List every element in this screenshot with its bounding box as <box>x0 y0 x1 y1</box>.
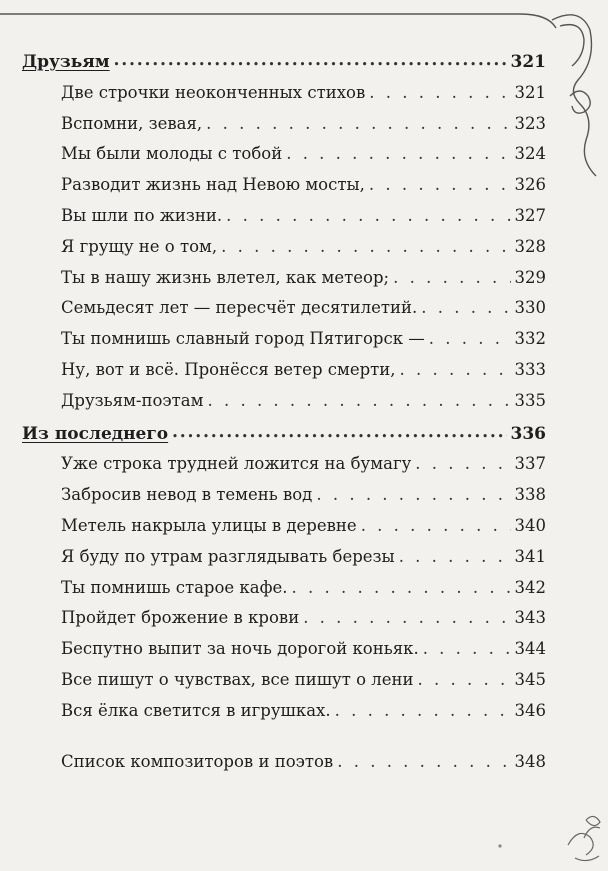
page-number: 335 <box>514 390 546 410</box>
toc-entry-composers-list[interactable] <box>22 752 546 783</box>
page-number: 333 <box>514 359 546 379</box>
dot-leader <box>303 608 510 628</box>
dot-leader <box>114 52 507 75</box>
entry-title: Я буду по утрам разглядывать березы <box>61 546 395 566</box>
toc-section-latest[interactable] <box>22 424 546 455</box>
entry-title: Список композиторов и поэтов <box>61 751 334 771</box>
entry-title: Вспомни, зевая, <box>61 113 203 133</box>
entry-title: Семьдесят лет — пересчёт десятилетий. <box>61 298 418 318</box>
toc-entry[interactable] <box>22 670 546 701</box>
dot-leader <box>415 454 510 474</box>
dot-leader <box>400 360 511 380</box>
toc-section-friends[interactable] <box>22 52 546 83</box>
toc-entry[interactable] <box>22 639 546 670</box>
toc-entry[interactable] <box>22 206 546 237</box>
page-number: 336 <box>510 423 546 444</box>
dot-leader <box>337 752 510 772</box>
dot-leader <box>221 237 510 257</box>
toc-entry[interactable] <box>22 391 546 422</box>
dot-leader <box>423 639 511 659</box>
toc-entry[interactable] <box>22 144 546 175</box>
entry-title: Мы были молоды с тобой <box>61 144 283 164</box>
entry-title: Вся ёлка светится в игрушках. <box>61 700 331 720</box>
page-number: 348 <box>514 751 546 771</box>
dot-leader <box>207 391 510 411</box>
page-number: 345 <box>514 669 546 689</box>
section-title: Из последнего <box>22 423 169 444</box>
toc-entry[interactable] <box>22 454 546 485</box>
page-number: 338 <box>514 485 546 505</box>
dot-leader <box>286 144 510 164</box>
page-number: 343 <box>514 608 546 628</box>
entry-title: Две строчки неоконченных стихов <box>61 82 366 102</box>
entry-title: Забросив невод в темень вод <box>61 485 313 505</box>
entry-title: Пройдет брожение в крови <box>61 608 300 628</box>
page-number: 344 <box>514 639 546 659</box>
corner-flourish-inner <box>560 25 584 66</box>
entry-title: Метель накрыла улицы в деревне <box>61 515 357 535</box>
dot-leader <box>206 114 510 134</box>
dot-leader <box>226 206 510 226</box>
dot-leader <box>369 83 510 103</box>
toc-entry[interactable] <box>22 578 546 609</box>
dot-leader <box>429 329 511 349</box>
entry-title: Ты помнишь славный город Пятигорск — <box>61 329 425 349</box>
toc-entry[interactable] <box>22 547 546 578</box>
page-number: 327 <box>514 205 546 225</box>
dot-leader <box>393 268 510 288</box>
entry-title: Ну, вот и всё. Пронёсся ветер смерти, <box>61 359 396 379</box>
dot-leader <box>399 547 511 567</box>
entry-title: Вы шли по жизни. <box>61 205 223 225</box>
entry-title: Беспутно выпит за ночь дорогой коньяк. <box>61 639 419 659</box>
top-border-line <box>0 14 556 28</box>
page-number: 328 <box>514 236 546 256</box>
dot-leader <box>418 670 511 690</box>
entry-title: Я грущу не о том, <box>61 236 218 256</box>
toc-entry[interactable] <box>22 237 546 268</box>
toc-entry[interactable] <box>22 114 546 145</box>
toc-entry[interactable] <box>22 608 546 639</box>
entry-title: Все пишут о чувствах, все пишут о лени <box>61 669 414 689</box>
page-number: 346 <box>514 700 546 720</box>
toc-entry[interactable] <box>22 268 546 299</box>
dot-leader <box>316 485 510 505</box>
bottom-flourish <box>568 827 600 860</box>
entry-title: Уже строка трудней ложится на бумагу <box>61 454 412 474</box>
toc-entry[interactable] <box>22 701 546 732</box>
section-title: Друзьям <box>22 52 110 72</box>
table-of-contents <box>22 52 546 782</box>
page-number: 324 <box>514 144 546 164</box>
dot-leader <box>292 578 511 598</box>
page-number: 332 <box>514 329 546 349</box>
toc-entry[interactable] <box>22 175 546 206</box>
page-number: 341 <box>514 546 546 566</box>
bottom-leaf <box>586 816 600 825</box>
page-number: 342 <box>514 577 546 597</box>
corner-swirl <box>570 91 590 113</box>
ink-dot <box>498 844 501 847</box>
page-number: 323 <box>514 113 546 133</box>
toc-entry[interactable] <box>22 83 546 114</box>
dot-leader <box>421 298 510 318</box>
entry-title: Друзьям-поэтам <box>61 390 204 410</box>
entry-title: Ты в нашу жизнь влетел, как метеор; <box>61 267 390 287</box>
corner-flourish <box>552 15 596 176</box>
page-number: 340 <box>514 515 546 535</box>
page-number: 329 <box>514 267 546 287</box>
toc-entry[interactable] <box>22 360 546 391</box>
dot-leader <box>369 175 511 195</box>
page-number: 321 <box>514 82 546 102</box>
entry-title: Ты помнишь старое кафе. <box>61 577 288 597</box>
toc-entry[interactable] <box>22 516 546 547</box>
toc-entry[interactable] <box>22 329 546 360</box>
dot-leader <box>361 516 511 536</box>
page-number: 337 <box>514 454 546 474</box>
dot-leader <box>335 701 511 721</box>
page-number: 330 <box>514 298 546 318</box>
toc-entry[interactable] <box>22 298 546 329</box>
dot-leader <box>172 424 506 447</box>
entry-title: Разводит жизнь над Невою мосты, <box>61 175 365 195</box>
page-number: 326 <box>514 175 546 195</box>
page-number: 321 <box>510 52 546 72</box>
toc-entry[interactable] <box>22 485 546 516</box>
